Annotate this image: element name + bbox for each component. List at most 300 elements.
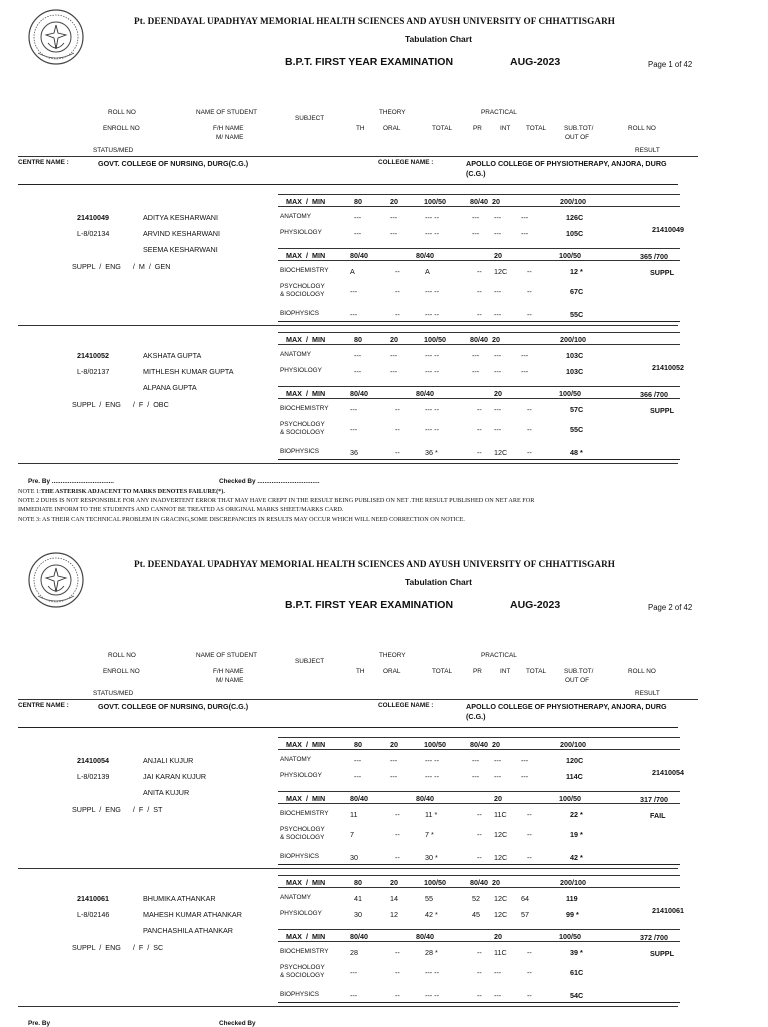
header-th: TH	[356, 125, 365, 132]
header-subject: SUBJECT	[295, 658, 325, 665]
theory-total: --- --	[425, 213, 439, 222]
header-m-name: M/ NAME	[216, 677, 244, 684]
subject-name-cont: & SOCIOLOGY	[280, 429, 325, 436]
practical-marks: --	[477, 810, 482, 819]
student-name: ANJALI KUJUR	[143, 756, 194, 765]
subject-subtotal: 48 *	[570, 448, 583, 457]
header-roll-no-right: ROLL NO	[628, 125, 656, 132]
max-min-value: 80/40 20	[470, 197, 500, 206]
practical-total: --	[527, 853, 532, 862]
practical-marks: 45	[472, 910, 480, 919]
centre-name: GOVT. COLLEGE OF NURSING, DURG(C.G.)	[98, 159, 249, 168]
theory-marks: 30	[350, 853, 358, 862]
subject-name-cont: & SOCIOLOGY	[280, 834, 325, 841]
block-rule	[278, 864, 680, 865]
internal-marks: 12C	[494, 830, 508, 839]
subject-name: PHYSIOLOGY	[280, 367, 322, 374]
subject-name: BIOPHYSICS	[280, 991, 320, 998]
practical-total: --	[527, 830, 532, 839]
header-roll-no-right: ROLL NO	[628, 668, 656, 675]
student-enroll-no: L-8/02137	[77, 367, 110, 376]
internal-marks: 12C	[494, 910, 508, 919]
college-label: COLLEGE NAME :	[378, 159, 434, 166]
max-min-label: MAX / MIN	[286, 251, 326, 260]
header-int: INT	[500, 668, 511, 675]
grand-total: 365 /700	[640, 252, 668, 261]
mother-name: SEEMA KESHARWANI	[143, 245, 218, 254]
university-seal-logo	[28, 9, 84, 65]
header-roll-no: ROLL NO	[108, 109, 136, 116]
exam-title: B.P.T. FIRST YEAR EXAMINATION	[285, 599, 454, 611]
header-rule	[18, 699, 698, 700]
university-name: Pt. DEENDAYAL UPADHYAY MEMORIAL HEALTH SCIENCES AND AYUSH UNIVERSITY OF CHHATTISGARH	[134, 559, 616, 569]
practical-total: ---	[521, 351, 529, 360]
oral-marks: ---	[390, 213, 398, 222]
practical-total: --	[527, 448, 532, 457]
subject-name: BIOCHEMISTRY	[280, 267, 329, 274]
practical-total: --	[527, 991, 532, 1000]
header-out-of: OUT OF	[565, 677, 590, 684]
block-rule	[18, 868, 678, 869]
theory-total: --- --	[425, 756, 439, 765]
internal-marks: ---	[494, 968, 502, 977]
practical-marks: --	[477, 968, 482, 977]
note-1	[18, 489, 225, 495]
block-rule	[18, 463, 678, 464]
subject-name: PSYCHOLOGY	[280, 421, 325, 428]
internal-marks: ---	[494, 772, 502, 781]
header-practical-total: TOTAL	[526, 668, 547, 675]
header-practical: PRACTICAL	[481, 652, 517, 659]
subject-name: BIOCHEMISTRY	[280, 948, 329, 955]
subject-subtotal: 55C	[570, 310, 584, 319]
oral-marks: ---	[390, 367, 398, 376]
subject-subtotal: 22 *	[570, 810, 583, 819]
note-2: NOTE 2 DUHS IS NOT RESPONSIBLE FOR ANY INADVERTENT ERROR THAT MAY HAVE CREPT IN THE RESULT BEING PUBLISED ON NET .THE RESULT PUBLISHED ON NET ARE FOR	[18, 497, 535, 504]
max-min-value: 100/50	[424, 197, 446, 206]
oral-marks: --	[395, 310, 400, 319]
header-theory-total: TOTAL	[432, 668, 453, 675]
college-name: APOLLO COLLEGE OF PHYSIOTHERAPY, ANJORA, DURG	[466, 159, 667, 168]
max-min-value: 20	[494, 932, 502, 941]
max-min-label: MAX / MIN	[286, 878, 326, 887]
max-min-value: 20	[494, 794, 502, 803]
practical-marks: --	[477, 448, 482, 457]
max-min-value: 80/40	[350, 794, 368, 803]
max-min-value: 80/40	[350, 251, 368, 260]
header-status-med: STATUS/MED	[93, 147, 134, 154]
student-roll-no: 21410052	[77, 351, 109, 360]
oral-marks: --	[395, 267, 400, 276]
subject-name-cont: & SOCIOLOGY	[280, 291, 325, 298]
internal-marks: ---	[494, 991, 502, 1000]
student-roll-no: 21410049	[77, 213, 109, 222]
subject-subtotal: 19 *	[570, 830, 583, 839]
prepared-by: Pre. By ...................................	[28, 478, 114, 485]
subject-name: PSYCHOLOGY	[280, 964, 325, 971]
note-1-prefix: NOTE 1:	[18, 488, 41, 495]
max-row-rule	[278, 929, 680, 930]
header-enroll-no: ENROLL NO	[103, 668, 140, 675]
oral-marks: --	[395, 425, 400, 434]
block-rule	[18, 1006, 678, 1007]
subject-name: BIOCHEMISTRY	[280, 810, 329, 817]
max-row-rule	[278, 194, 680, 195]
subject-name: PHYSIOLOGY	[280, 229, 322, 236]
header-subtotal: SUB.TOT/	[564, 125, 594, 132]
student-name: AKSHATA GUPTA	[143, 351, 202, 360]
theory-total: A	[425, 267, 430, 276]
practical-total: --	[527, 810, 532, 819]
max-min-value: 80	[354, 335, 362, 344]
max-min-value: 80	[354, 878, 362, 887]
chart-title: Tabulation Chart	[405, 34, 472, 44]
result-roll-no: 21410054	[652, 768, 684, 777]
practical-marks: --	[477, 310, 482, 319]
max-min-value: 80/40 20	[470, 335, 500, 344]
oral-marks: --	[395, 948, 400, 957]
theory-total: 28 *	[425, 948, 438, 957]
max-min-label: MAX / MIN	[286, 197, 326, 206]
max-min-label: MAX / MIN	[286, 932, 326, 941]
centre-label: CENTRE NAME :	[18, 159, 69, 166]
theory-marks: ---	[350, 991, 358, 1000]
practical-total: ---	[521, 213, 529, 222]
max-min-value: 80/40	[416, 251, 434, 260]
practical-marks: ---	[472, 772, 480, 781]
college-name-cont: (C.G.)	[466, 712, 486, 721]
block-rule	[18, 325, 678, 326]
internal-marks: ---	[494, 425, 502, 434]
grand-total: 366 /700	[640, 390, 668, 399]
practical-marks: --	[477, 991, 482, 1000]
practical-marks: ---	[472, 229, 480, 238]
max-min-value: 20	[390, 878, 398, 887]
theory-marks: ---	[354, 772, 362, 781]
student-status: SUPPL / ENG / F / SC	[72, 943, 164, 952]
oral-marks: --	[395, 287, 400, 296]
page-number: Page 1 of 42	[648, 60, 693, 69]
subject-subtotal: 126C	[566, 213, 584, 222]
header-result: RESULT	[635, 147, 660, 154]
max-min-value: 80/40	[350, 389, 368, 398]
university-name: Pt. DEENDAYAL UPADHYAY MEMORIAL HEALTH SCIENCES AND AYUSH UNIVERSITY OF CHHATTISGARH	[134, 16, 616, 26]
subject-name: ANATOMY	[280, 351, 312, 358]
oral-marks: --	[395, 991, 400, 1000]
practical-marks: --	[477, 948, 482, 957]
theory-total: --- --	[425, 405, 439, 414]
header-practical: PRACTICAL	[481, 109, 517, 116]
subject-subtotal: 114C	[566, 772, 583, 781]
college-label: COLLEGE NAME :	[378, 702, 434, 709]
max-row-rule	[278, 791, 680, 792]
theory-marks: 30	[354, 910, 362, 919]
result-status: SUPPL	[650, 406, 674, 415]
chart-title: Tabulation Chart	[405, 577, 472, 587]
subject-subtotal: 120C	[566, 756, 584, 765]
result-status: SUPPL	[650, 268, 674, 277]
practical-total: --	[527, 425, 532, 434]
max-min-value: 80/40	[350, 932, 368, 941]
header-th: TH	[356, 668, 365, 675]
university-seal-logo	[28, 552, 84, 608]
internal-marks: ---	[494, 310, 502, 319]
max-row-rule	[278, 749, 680, 750]
internal-marks: 12C	[494, 853, 508, 862]
centre-name: GOVT. COLLEGE OF NURSING, DURG(C.G.)	[98, 702, 249, 711]
theory-marks: ---	[354, 229, 362, 238]
header-result: RESULT	[635, 690, 660, 697]
practical-marks: ---	[472, 213, 480, 222]
result-status: FAIL	[650, 811, 666, 820]
subject-name: BIOCHEMISTRY	[280, 405, 329, 412]
max-min-value: 80/40 20	[470, 740, 500, 749]
subject-name: BIOPHYSICS	[280, 448, 320, 455]
max-min-label: MAX / MIN	[286, 794, 326, 803]
subject-subtotal: 57C	[570, 405, 584, 414]
grand-total: 317 /700	[640, 795, 668, 804]
student-roll-no: 21410061	[77, 894, 109, 903]
max-min-value: 80/40	[416, 389, 434, 398]
max-min-value: 200/100	[560, 740, 586, 749]
header-out-of: OUT OF	[565, 134, 590, 141]
max-min-value: 100/50	[559, 251, 581, 260]
max-min-value: 20	[390, 197, 398, 206]
section-rule	[18, 184, 678, 185]
max-row-rule	[278, 248, 680, 249]
internal-marks: ---	[494, 405, 502, 414]
internal-marks: ---	[494, 213, 502, 222]
max-row-rule	[278, 887, 680, 888]
mother-name: ANITA KUJUR	[143, 788, 190, 797]
max-min-value: 20	[494, 389, 502, 398]
header-subtotal: SUB.TOT/	[564, 668, 594, 675]
subject-subtotal: 54C	[570, 991, 584, 1000]
theory-total: 11 *	[425, 810, 438, 819]
mother-name: ALPANA GUPTA	[143, 383, 197, 392]
theory-total: 42 *	[425, 910, 438, 919]
theory-marks: A	[350, 267, 355, 276]
result-roll-no: 21410049	[652, 225, 684, 234]
note-2-cont: IMMEDIATE INFORM TO THE STUDENTS AND CANNOT BE TREATED AS ORIGINAL MARKS SHEET/MARKS CARD.	[18, 506, 344, 513]
max-row-rule	[278, 803, 680, 804]
theory-total: 7 *	[425, 830, 434, 839]
practical-marks: --	[477, 267, 482, 276]
internal-marks: 11C	[494, 810, 507, 819]
practical-total: --	[527, 287, 532, 296]
oral-marks: --	[395, 968, 400, 977]
college-name: APOLLO COLLEGE OF PHYSIOTHERAPY, ANJORA, DURG	[466, 702, 667, 711]
subject-name: BIOPHYSICS	[280, 310, 320, 317]
max-row-rule	[278, 875, 680, 876]
practical-total: --	[527, 267, 532, 276]
subject-subtotal: 103C	[566, 367, 584, 376]
subject-name: BIOPHYSICS	[280, 853, 320, 860]
theory-marks: ---	[350, 310, 358, 319]
max-min-value: 20	[390, 740, 398, 749]
header-theory: THEORY	[379, 109, 406, 116]
header-status-med: STATUS/MED	[93, 690, 134, 697]
internal-marks: ---	[494, 229, 502, 238]
header-subject: SUBJECT	[295, 115, 325, 122]
subject-subtotal: 119	[566, 894, 578, 903]
practical-marks: --	[477, 405, 482, 414]
theory-total: --- --	[425, 287, 439, 296]
max-row-rule	[278, 344, 680, 345]
internal-marks: 12C	[494, 894, 508, 903]
max-min-value: 80	[354, 197, 362, 206]
practical-total: 64	[521, 894, 529, 903]
subject-name: PSYCHOLOGY	[280, 826, 325, 833]
theory-marks: 7	[350, 830, 354, 839]
practical-total: --	[527, 405, 532, 414]
subject-name-cont: & SOCIOLOGY	[280, 972, 325, 979]
oral-marks: ---	[390, 756, 398, 765]
father-name: JAI KARAN KUJUR	[143, 772, 207, 781]
subject-name: PHYSIOLOGY	[280, 910, 322, 917]
subject-subtotal: 103C	[566, 351, 584, 360]
mother-name: PANCHASHILA ATHANKAR	[143, 926, 233, 935]
header-m-name: M/ NAME	[216, 134, 244, 141]
header-name-of-student: NAME OF STUDENT	[196, 109, 258, 116]
subject-subtotal: 67C	[570, 287, 584, 296]
theory-marks: 28	[350, 948, 358, 957]
internal-marks: ---	[494, 351, 502, 360]
subject-subtotal: 55C	[570, 425, 584, 434]
practical-total: --	[527, 310, 532, 319]
practical-marks: ---	[472, 351, 480, 360]
header-practical-total: TOTAL	[526, 125, 547, 132]
exam-title: B.P.T. FIRST YEAR EXAMINATION	[285, 56, 454, 68]
practical-marks: ---	[472, 756, 480, 765]
subject-subtotal: 61C	[570, 968, 584, 977]
checked-by: Checked By ...................................	[219, 478, 320, 485]
theory-marks: ---	[354, 351, 362, 360]
internal-marks: 12C	[494, 448, 508, 457]
max-min-value: 100/50	[424, 878, 446, 887]
theory-marks: ---	[350, 968, 358, 977]
theory-total: --- --	[425, 425, 439, 434]
section-rule	[18, 727, 678, 728]
oral-marks: ---	[390, 772, 398, 781]
exam-session: AUG-2023	[510, 599, 561, 611]
theory-marks: 11	[350, 810, 358, 819]
max-min-value: 20	[390, 335, 398, 344]
practical-total: --	[527, 968, 532, 977]
header-theory-total: TOTAL	[432, 125, 453, 132]
page-number: Page 2 of 42	[648, 603, 693, 612]
practical-marks: --	[477, 425, 482, 434]
max-min-value: 100/50	[424, 740, 446, 749]
subject-name: ANATOMY	[280, 894, 312, 901]
result-roll-no: 21410061	[652, 906, 684, 915]
header-enroll-no: ENROLL NO	[103, 125, 140, 132]
theory-marks: 36	[350, 448, 358, 457]
subject-subtotal: 42 *	[570, 853, 583, 862]
max-min-value: 100/50	[559, 794, 581, 803]
note-1-text: THE ASTERISK ADJACENT TO MARKS DENOTES FAILURE(*).	[40, 488, 225, 495]
max-row-rule	[278, 737, 680, 738]
theory-marks: ---	[350, 287, 358, 296]
prepared-by: Pre. By	[28, 1020, 51, 1027]
block-rule	[278, 459, 680, 460]
max-row-rule	[278, 332, 680, 333]
header-oral: ORAL	[383, 668, 401, 675]
tabulation-page-2	[0, 543, 768, 1027]
oral-marks: ---	[390, 351, 398, 360]
theory-total: --- --	[425, 772, 439, 781]
subject-name: ANATOMY	[280, 213, 312, 220]
internal-marks: ---	[494, 367, 502, 376]
practical-total: ---	[521, 772, 529, 781]
student-status: SUPPL / ENG / M / GEN	[72, 262, 171, 271]
student-enroll-no: L-8/02134	[77, 229, 110, 238]
block-rule	[278, 1002, 680, 1003]
max-min-value: 100/50	[559, 389, 581, 398]
practical-marks: --	[477, 830, 482, 839]
father-name: MITHLESH KUMAR GUPTA	[143, 367, 234, 376]
max-min-value: 80/40	[416, 932, 434, 941]
theory-marks: ---	[350, 425, 358, 434]
max-row-rule	[278, 386, 680, 387]
student-status: SUPPL / ENG / F / OBC	[72, 400, 169, 409]
subject-subtotal: 105C	[566, 229, 584, 238]
subject-subtotal: 12 *	[570, 267, 583, 276]
oral-marks: --	[395, 405, 400, 414]
theory-total: --- --	[425, 310, 439, 319]
practical-total: ---	[521, 756, 529, 765]
theory-total: --- --	[425, 229, 439, 238]
subject-name: PSYCHOLOGY	[280, 283, 325, 290]
subject-name: ANATOMY	[280, 756, 312, 763]
practical-marks: --	[477, 287, 482, 296]
max-min-value: 100/50	[559, 932, 581, 941]
max-row-rule	[278, 398, 680, 399]
header-name-of-student: NAME OF STUDENT	[196, 652, 258, 659]
father-name: MAHESH KUMAR ATHANKAR	[143, 910, 242, 919]
theory-total: --- --	[425, 968, 439, 977]
grand-total: 372 /700	[640, 933, 668, 942]
practical-total: ---	[521, 229, 529, 238]
max-row-rule	[278, 941, 680, 942]
theory-marks: ---	[354, 756, 362, 765]
exam-session: AUG-2023	[510, 56, 561, 68]
max-min-value: 100/50	[424, 335, 446, 344]
oral-marks: ---	[390, 229, 398, 238]
practical-marks: 52	[472, 894, 480, 903]
max-min-label: MAX / MIN	[286, 335, 326, 344]
header-fh-name: F/H NAME	[213, 125, 244, 132]
block-rule	[278, 321, 680, 322]
internal-marks: 12C	[494, 267, 508, 276]
oral-marks: --	[395, 830, 400, 839]
header-theory: THEORY	[379, 652, 406, 659]
result-roll-no: 21410052	[652, 363, 684, 372]
student-roll-no: 21410054	[77, 756, 109, 765]
max-min-value: 80/40 20	[470, 878, 500, 887]
max-min-label: MAX / MIN	[286, 389, 326, 398]
theory-total: 55	[425, 894, 433, 903]
max-min-value: 200/100	[560, 197, 586, 206]
oral-marks: --	[395, 448, 400, 457]
practical-total: ---	[521, 367, 529, 376]
header-fh-name: F/H NAME	[213, 668, 244, 675]
theory-total: --- --	[425, 367, 439, 376]
max-min-value: 200/100	[560, 878, 586, 887]
header-pr: PR	[473, 668, 482, 675]
note-3: NOTE 3: AS THEIR CAN TECHNICAL PROBLEM IN GRACING,SOME DISCREPANCIES IN RESULTS MAY OCCUR WHICH WILL NEED CORRECTION ON NOTICE.	[18, 516, 465, 523]
max-row-rule	[278, 260, 680, 261]
